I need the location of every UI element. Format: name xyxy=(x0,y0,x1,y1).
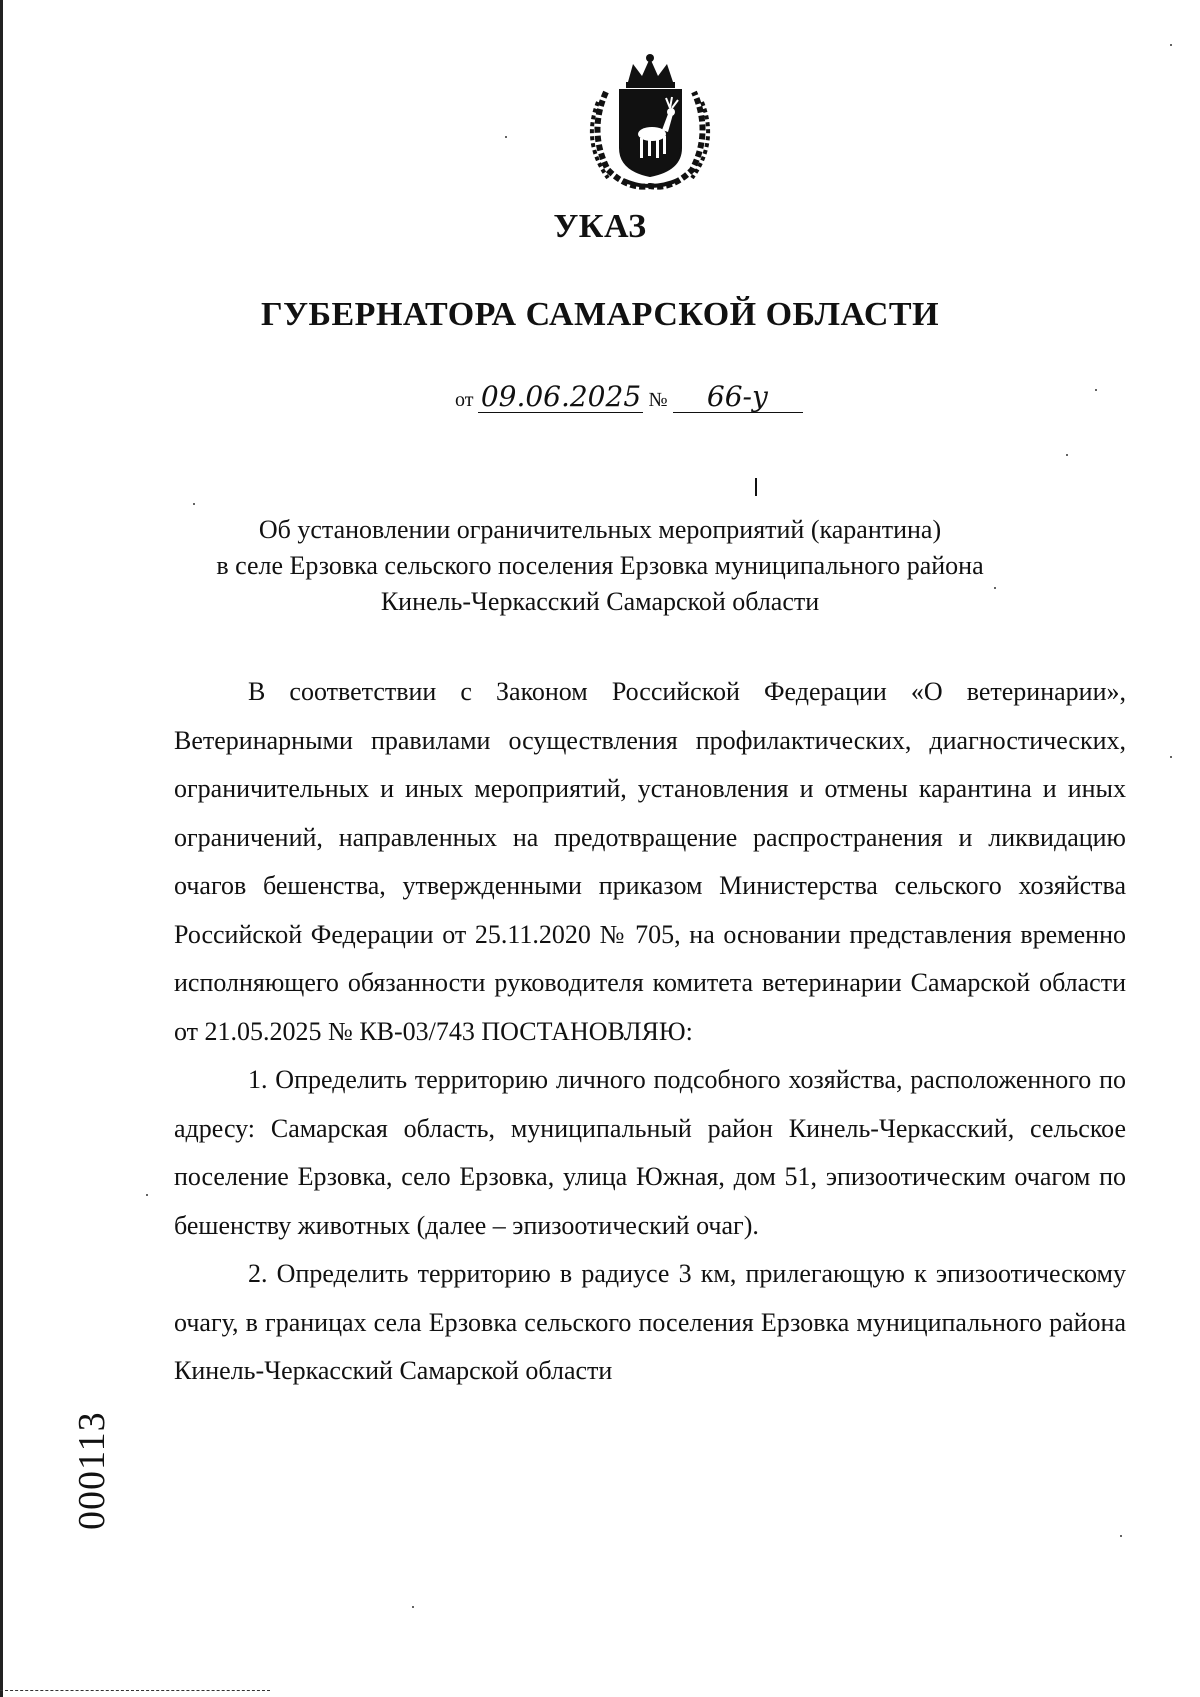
subject-line: Кинель-Черкасский Самарской области xyxy=(380,587,820,616)
decree-subject xyxy=(160,512,1040,620)
decree-item-1: 1. Определить территорию личного подсобного хозяйства, расположенного по адресу: Самарская область, муниципальный район Кинель-Черкасский, сельское поселение Ерзовка, село Ерзовка, улица Южная, дом 51, эпизоотическим очагом по бешенству животных (далее – эпизоотический очаг). xyxy=(174,1065,1126,1240)
preamble-paragraph: В соответствии с Законом Российской Федерации «О ветеринарии», Ветеринарными правилами осуществления профилактических, диагностических, ограничительных и иных мероприятий, установления и отмены карантина и иных ограничений, направленных на предотвращение распространения и ликвидацию очагов бешенства, утвержденными приказом Министерства сельского хозяйства Российской Федерации от 25.11.2020 № 705, на основании представления временно исполняющего обязанности руководителя комитета ветеринарии Самарской области от 21.05.2025 № КВ-03/743 ПОСТАНОВЛЯЮ: xyxy=(174,677,1126,1046)
number-prefix: № xyxy=(648,389,668,411)
number-value: 66-у xyxy=(673,382,803,413)
samara-coat-of-arms-icon xyxy=(578,52,723,192)
date-number-line xyxy=(455,382,803,413)
subject-line: Об установлении ограничительных мероприятий (карантина) xyxy=(258,515,942,544)
subject-line: в селе Ерзовка сельского поселения Ерзовка муниципального района xyxy=(216,551,984,580)
issuer-title: ГУБЕРНАТОРА САМАРСКОЙ ОБЛАСТИ xyxy=(260,296,940,333)
margin-stamp-number: 000113 xyxy=(71,1411,113,1530)
date-prefix: от xyxy=(455,389,474,411)
date-value: 09.06.2025 xyxy=(478,382,643,413)
page-left-border xyxy=(0,0,3,1697)
decree-item-2: 2. Определить территорию в радиусе 3 км, прилегающую к эпизоотическому очагу, в границах села Ерзовка сельского поселения Ерзовка муниципального района Кинель-Черкасский Самарской области xyxy=(174,1259,1126,1385)
footer-rule xyxy=(0,1690,270,1692)
decree-body xyxy=(174,668,1126,1396)
decree-title: УКАЗ xyxy=(553,208,647,245)
scan-mark xyxy=(755,478,757,496)
